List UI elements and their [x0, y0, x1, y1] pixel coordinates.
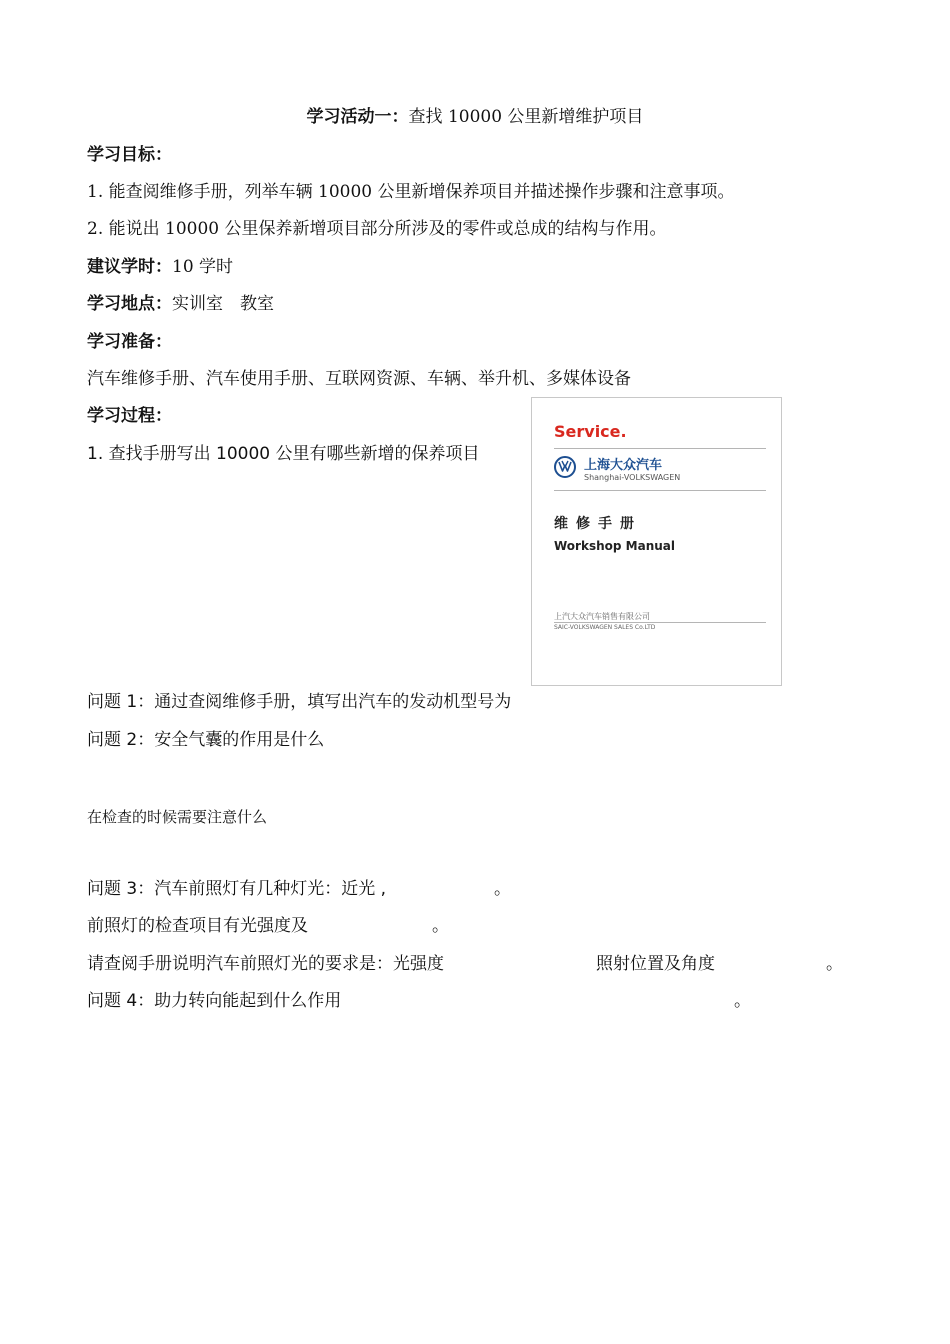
location-value: 实训室 教室: [172, 294, 274, 314]
prep-value: 汽车维修手册、汽车使用手册、互联网资源、车辆、举升机、多媒体设备: [87, 369, 631, 389]
activity-title-prefix: 学习活动一：: [306, 107, 409, 127]
question-1: 问题 1：通过查阅维修手册，填写出汽车的发动机型号为: [87, 692, 512, 712]
process-label: 学习过程：: [87, 406, 172, 426]
question-3c-angle: 照射位置及角度: [596, 954, 715, 974]
question-3a-end: 。: [494, 879, 511, 899]
question-3a: 问题 3：汽车前照灯有几种灯光：近光 ,: [87, 879, 387, 899]
hours-label: 建议学时：: [87, 257, 172, 277]
suggested-hours: [87, 255, 233, 279]
brand-name-en: Shanghai-VOLKSWAGEN: [584, 473, 681, 482]
prep-label: 学习准备：: [87, 332, 172, 352]
manual-title-en: Workshop Manual: [554, 539, 675, 553]
question-2: 问题 2：安全气囊的作用是什么: [87, 730, 325, 750]
inspection-note: 在检查的时候需要注意什么: [87, 808, 268, 826]
vw-logo-icon: [554, 456, 576, 478]
cover-divider: [554, 448, 766, 449]
seller-name-en: SAIC-VOLKSWAGEN SALES Co.LTD: [554, 624, 656, 631]
cover-divider: [554, 622, 766, 623]
study-location: [87, 292, 274, 316]
activity-title: [0, 105, 950, 129]
activity-title-text: 查找 10000 公里新增维护项目: [408, 107, 644, 127]
question-4-end: 。: [734, 991, 751, 1011]
goal-item-2: 2. 能说出 10000 公里保养新增项目部分所涉及的零件或总成的结构与作用。: [87, 219, 667, 239]
seller-name-cn: 上汽大众汽车销售有限公司: [554, 612, 650, 621]
workshop-manual-cover: [531, 397, 782, 686]
manual-title-cn: 维修手册: [554, 516, 642, 532]
goals-label: 学习目标：: [87, 145, 172, 165]
process-step-1: 1. 查找手册写出 10000 公里有哪些新增的保养项目: [87, 444, 480, 464]
question-3c: 请查阅手册说明汽车前照灯光的要求是：光强度: [87, 954, 444, 974]
question-3b-end: 。: [432, 916, 449, 936]
question-4: 问题 4：助力转向能起到什么作用: [87, 991, 342, 1011]
question-3c-end: 。: [826, 954, 843, 974]
location-label: 学习地点：: [87, 294, 172, 314]
brand-name-cn: 上海大众汽车: [584, 458, 663, 473]
question-3b: 前照灯的检查项目有光强度及: [87, 916, 308, 936]
hours-value: 10 学时: [172, 257, 234, 277]
service-logo-text: Service.: [554, 422, 627, 441]
cover-divider: [554, 490, 766, 491]
goal-item-1: 1. 能查阅维修手册，列举车辆 10000 公里新增保养项目并描述操作步骤和注意事项。: [87, 182, 735, 202]
